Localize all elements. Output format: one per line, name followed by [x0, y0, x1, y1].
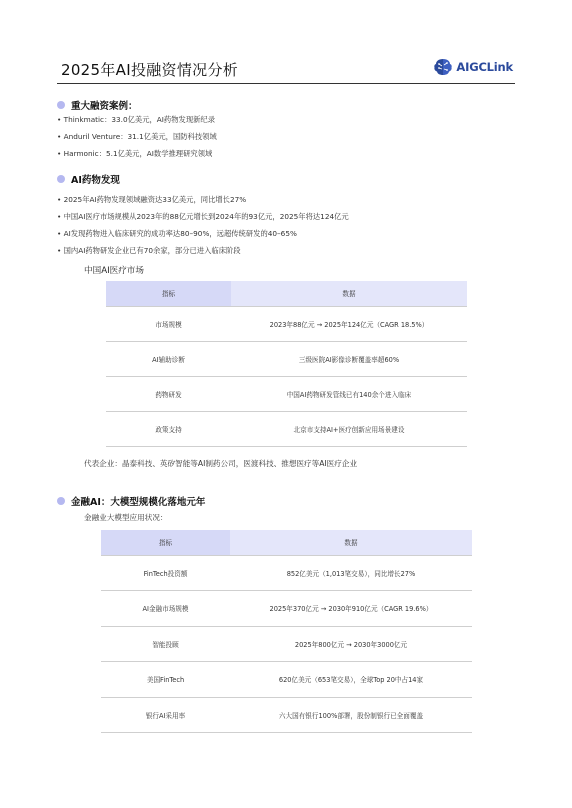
- table-cell: AI辅助诊断: [106, 341, 231, 376]
- section-heading-text: 金融AI：大模型规模化落地元年: [71, 497, 206, 508]
- list-item: • Thinkmatic：33.0亿美元，AI药物发现新纪录: [57, 115, 216, 124]
- table-cell: AI金融市场规模: [101, 591, 230, 627]
- table-row: [106, 411, 467, 446]
- table-cell: 2025年370亿元 → 2030年910亿元（CAGR 19.6%）: [230, 591, 472, 627]
- table-cell: 政策支持: [106, 411, 231, 446]
- finance-intro: 金融业大模型应用状况：: [84, 513, 168, 522]
- table-cell: 市场规模: [106, 306, 231, 341]
- table-header-row: [106, 281, 467, 306]
- table-cell: 银行AI采用率: [101, 697, 230, 733]
- column-header: 数据: [230, 530, 472, 555]
- table-row: [101, 697, 472, 733]
- finance-ai-table: [101, 530, 472, 733]
- table-row: [101, 662, 472, 698]
- table-cell: 2023年88亿元 → 2025年124亿元（CAGR 18.5%）: [231, 306, 467, 341]
- table-cell: 620亿美元（653笔交易），全球Top 20中占14家: [230, 662, 472, 698]
- table-row: [101, 591, 472, 627]
- list-item: • 中国AI医疗市场规模从2023年的88亿元增长到2024年的93亿元，2025年将达124亿元: [57, 212, 349, 221]
- list-item: • Harmonic：5.1亿美元，AI数学推理研究领域: [57, 149, 213, 158]
- column-header: 指标: [106, 281, 231, 306]
- table-cell: 三级医院AI影像诊断覆盖率超60%: [231, 341, 467, 376]
- page-title: 2025年AI投融资情况分析: [61, 61, 239, 79]
- section-dot-icon: [57, 497, 65, 505]
- table-cell: 中国AI药物研发管线已有140余个进入临床: [231, 376, 467, 411]
- section-heading-text: 重大融资案例：: [71, 101, 138, 112]
- table-row: [106, 376, 467, 411]
- section-heading-text: AI药物发现: [71, 175, 120, 186]
- list-item: • 2025年AI药物发现领域融资达33亿美元，同比增长27%: [57, 195, 247, 204]
- list-item: • AI发现药物进入临床研究的成功率达80–90%，远超传统研发的40–65%: [57, 229, 297, 238]
- china-ai-medical-table: [106, 281, 467, 447]
- table-cell: 852亿美元（1,013笔交易），同比增长27%: [230, 555, 472, 591]
- representative-companies-note: 代表企业：晶泰科技、英矽智能等AI制药公司，医渡科技、推想医疗等AI医疗企业: [84, 459, 358, 468]
- table-title-china-ai-medical: 中国AI医疗市场: [84, 266, 144, 276]
- column-header: 数据: [231, 281, 467, 306]
- logo-text: AIGCLink: [456, 60, 513, 74]
- section-heading-finance-ai: [57, 494, 205, 508]
- table-row: [106, 341, 467, 376]
- section-heading-ai-drug: [57, 172, 120, 186]
- section-heading-major-deals: [57, 98, 138, 112]
- table-cell: 2025年800亿元 → 2030年3000亿元: [230, 626, 472, 662]
- table-row: [106, 306, 467, 341]
- table-cell: 药物研发: [106, 376, 231, 411]
- table-cell: 六大国有银行100%部署，股份制银行已全面覆盖: [230, 697, 472, 733]
- page-header: [57, 54, 515, 84]
- column-header: 指标: [101, 530, 230, 555]
- table-cell: 美国FinTech: [101, 662, 230, 698]
- table-cell: 智能投顾: [101, 626, 230, 662]
- table-header-row: [101, 530, 472, 555]
- table-cell: FinTech投资额: [101, 555, 230, 591]
- section-dot-icon: [57, 101, 65, 109]
- table-row: [101, 555, 472, 591]
- aigclink-logo: [433, 58, 513, 76]
- table-row: [101, 626, 472, 662]
- table-cell: 北京市支持AI+医疗创新应用场景建设: [231, 411, 467, 446]
- list-item: • Anduril Venture：31.1亿美元，国防科技领域: [57, 132, 217, 141]
- section-dot-icon: [57, 175, 65, 183]
- brain-logo-icon: [433, 58, 453, 76]
- list-item: • 国内AI药物研发企业已有70余家，部分已进入临床阶段: [57, 246, 241, 255]
